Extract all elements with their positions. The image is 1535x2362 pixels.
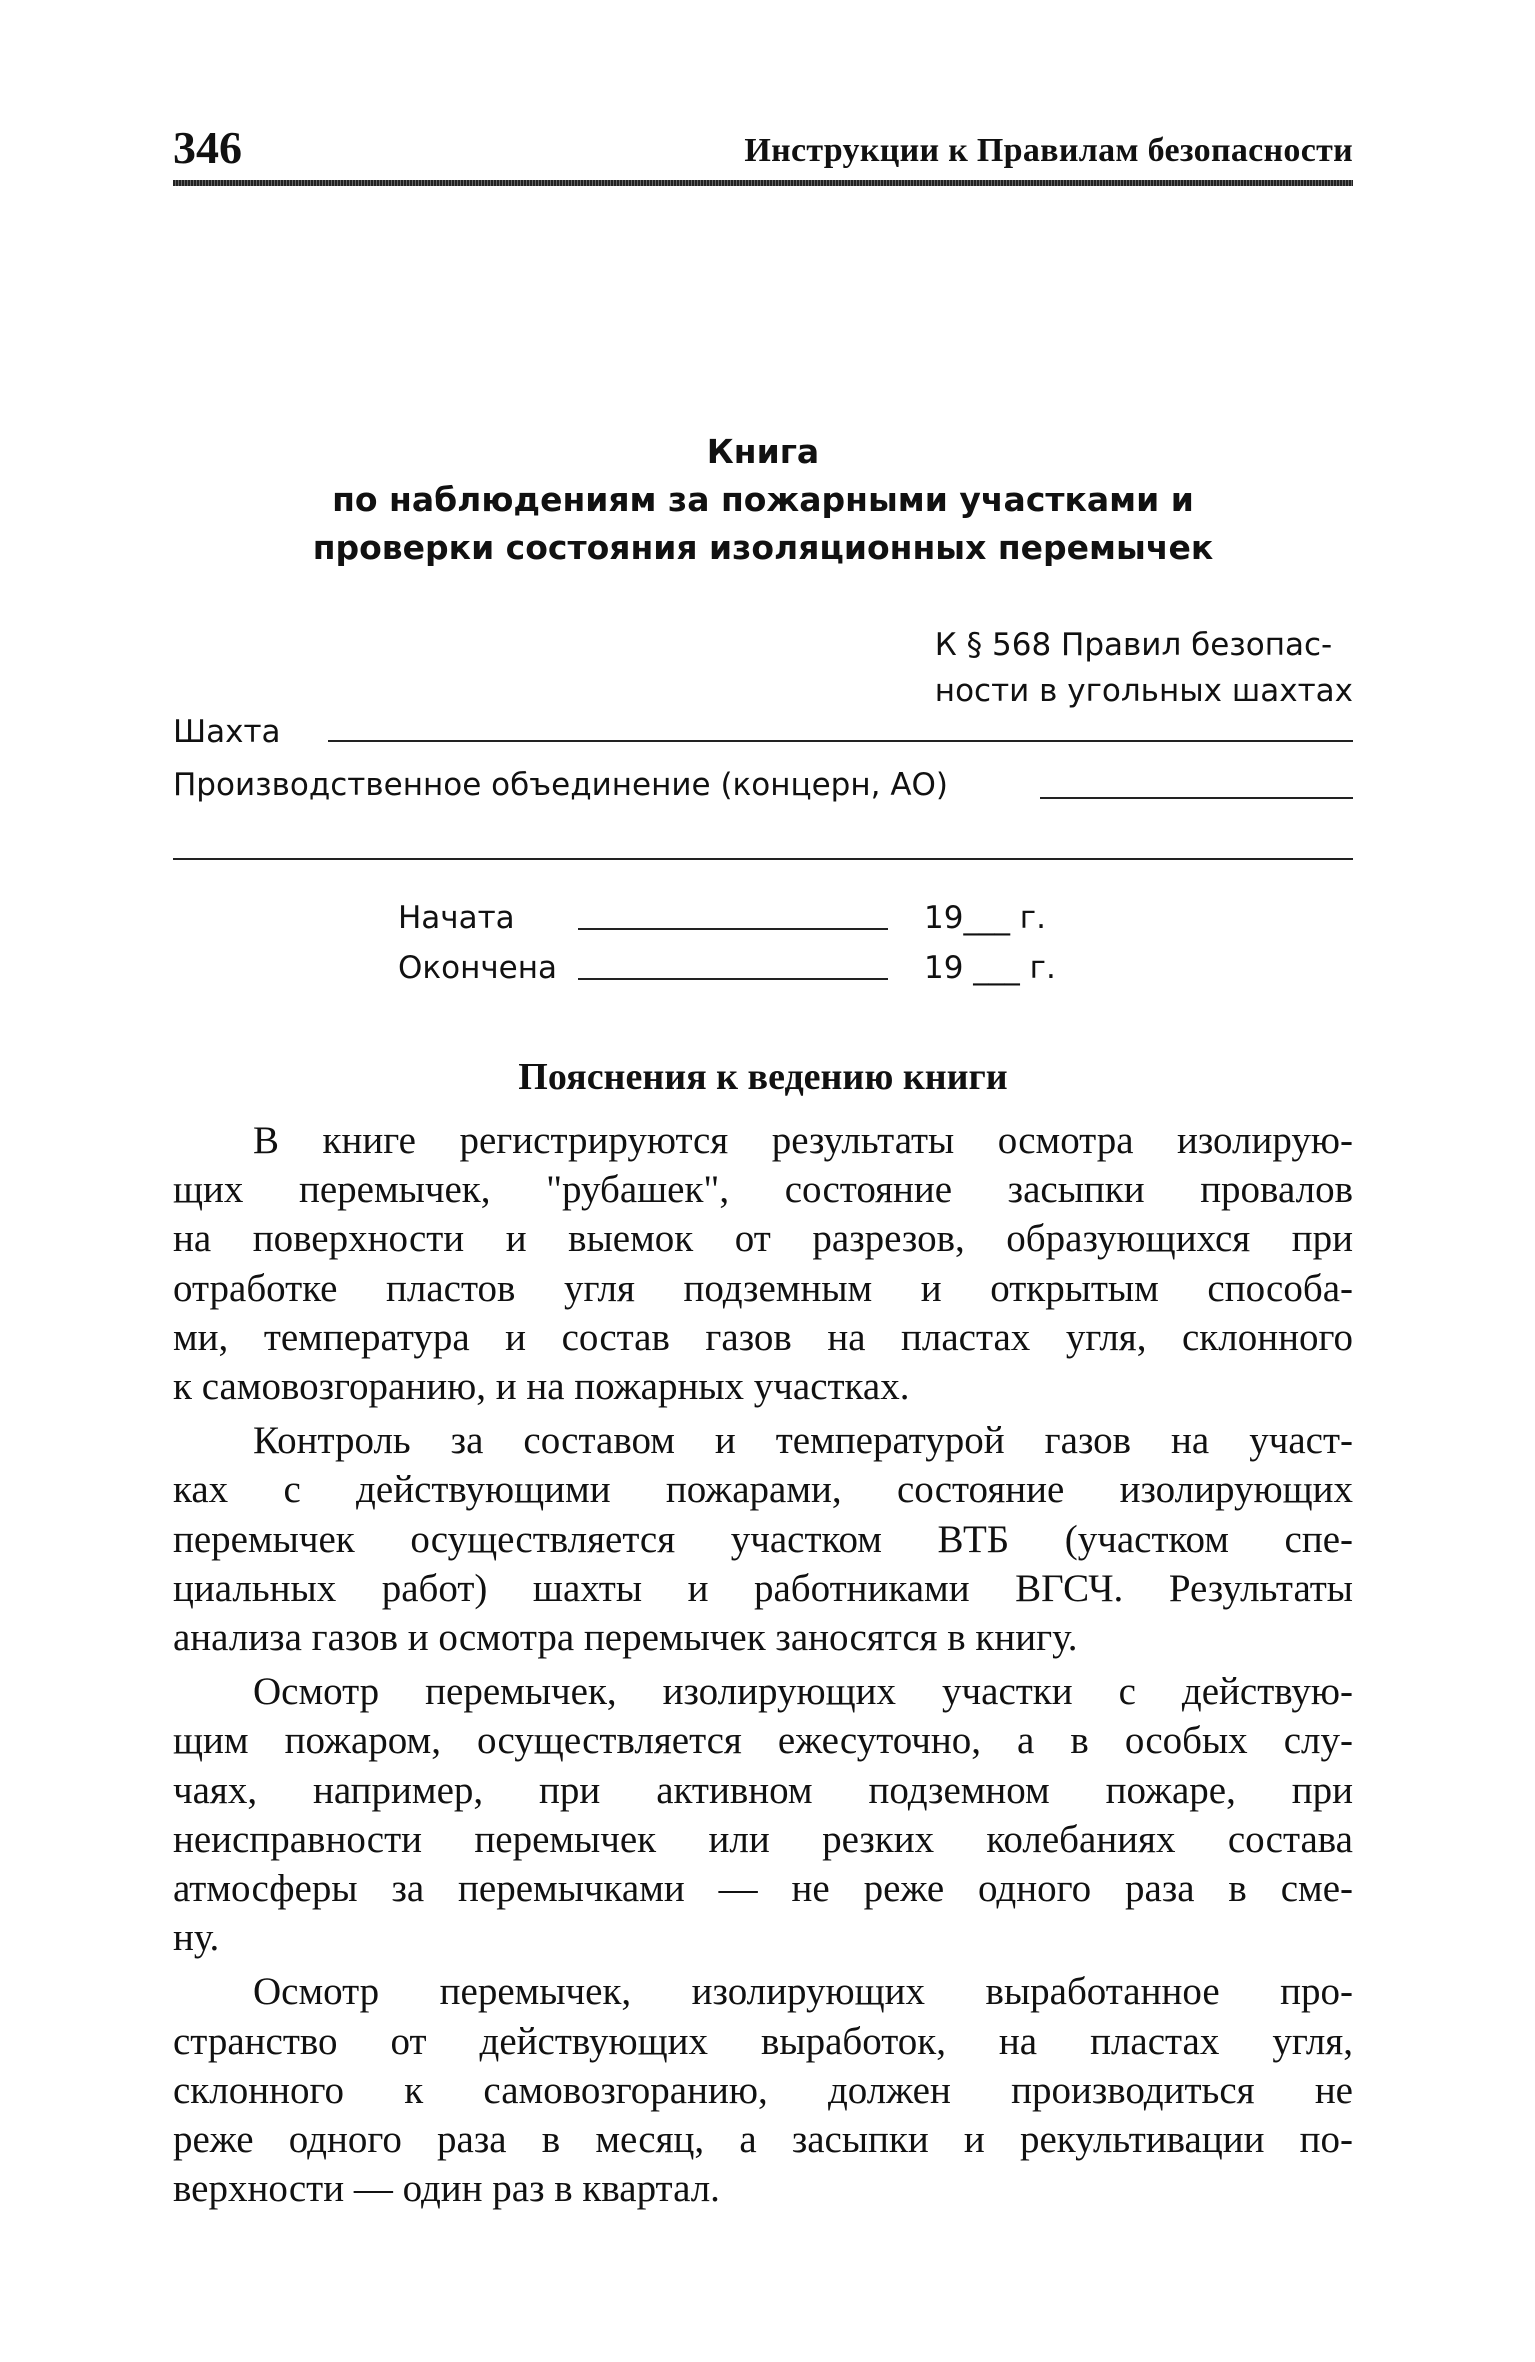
running-title: Инструкции к Правилам безопасности: [744, 132, 1353, 169]
separator-rule: [173, 858, 1353, 860]
mine-label: Шахта: [173, 714, 281, 750]
rule-reference-line: К § 568 Правил безопас-: [934, 627, 1333, 663]
association-label: Производственное объединение (концерн, АО): [173, 767, 949, 803]
finished-label: Окончена: [398, 950, 558, 986]
text-line: ну.: [173, 1916, 220, 1960]
text-line: реже одного раза в месяц, а засыпки и рекультивации по-: [173, 2118, 1353, 2162]
text-line: циальных работ) шахты и работниками ВГСЧ. Результаты: [173, 1566, 1353, 1610]
started-blank-line: [578, 928, 888, 930]
text-line: анализа газов и осмотра перемычек заносятся в книгу.: [173, 1616, 1078, 1660]
text-line: верхности — один раз в квартал.: [173, 2167, 720, 2211]
text-line: атмосферы за перемычками — не реже одного раза в сме-: [173, 1867, 1353, 1911]
text-line: перемычек осуществляется участком ВТБ (участком спе-: [173, 1517, 1353, 1561]
text-line: В книге регистрируются результаты осмотра изолирую-: [253, 1119, 1353, 1162]
paragraph: [173, 1967, 1353, 2213]
text-line: чаях, например, при активном подземном пожаре, при: [173, 1768, 1353, 1812]
text-line: ках с действующими пожарами, состояние изолирующих: [173, 1468, 1353, 1512]
page-number: 346: [173, 122, 242, 173]
explanations-heading: Пояснения к ведению книги: [518, 1056, 1008, 1098]
finished-blank-line: [578, 978, 888, 980]
header-rule: [173, 180, 1353, 186]
text-line: на поверхности и выемок от разрезов, образующихся при: [173, 1217, 1353, 1261]
rule-reference: [935, 622, 1353, 714]
mine-blank-line: [328, 740, 1353, 742]
form-title-line: Книга: [706, 432, 820, 471]
text-line: неисправности перемычек или резких колебаниях состава: [173, 1817, 1353, 1861]
text-line: щим пожаром, осуществляется ежесуточно, а в особых слу-: [173, 1719, 1353, 1763]
form-title-line: проверки состояния изоляционных перемычек: [312, 528, 1214, 567]
form-title-line: по наблюдениям за пожарными участками и: [332, 480, 1194, 519]
text-line: отработке пластов угля подземным и открытым способа-: [173, 1266, 1353, 1310]
text-line: щих перемычек, "рубашек", состояние засыпки провалов: [173, 1168, 1353, 1212]
text-line: Осмотр перемычек, изолирующих участки с действую-: [253, 1670, 1353, 1714]
started-label: Начата: [398, 900, 515, 936]
finished-year: 19 ___ г.: [924, 950, 1056, 986]
association-blank-line: [1040, 797, 1353, 799]
text-line: ми, температура и состав газов на пластах угля, склонного: [173, 1315, 1353, 1359]
paragraph: [173, 1116, 1353, 1411]
paragraph: [173, 1416, 1353, 1662]
paragraph: [173, 1667, 1353, 1962]
explanations-body: [173, 1116, 1353, 2218]
form-title: [173, 428, 1353, 572]
text-line: Осмотр перемычек, изолирующих выработанное про-: [253, 1970, 1353, 2014]
text-line: к самовозгоранию, и на пожарных участках.: [173, 1365, 910, 1409]
text-line: склонного к самовозгоранию, должен производиться не: [173, 2068, 1353, 2112]
rule-reference-line: ности в угольных шахтах: [934, 673, 1353, 709]
running-header: [173, 118, 1353, 180]
text-line: Контроль за составом и температурой газов на участ-: [253, 1419, 1353, 1463]
text-line: странство от действующих выработок, на пластах угля,: [173, 2019, 1353, 2063]
started-year: 19___ г.: [924, 900, 1046, 936]
